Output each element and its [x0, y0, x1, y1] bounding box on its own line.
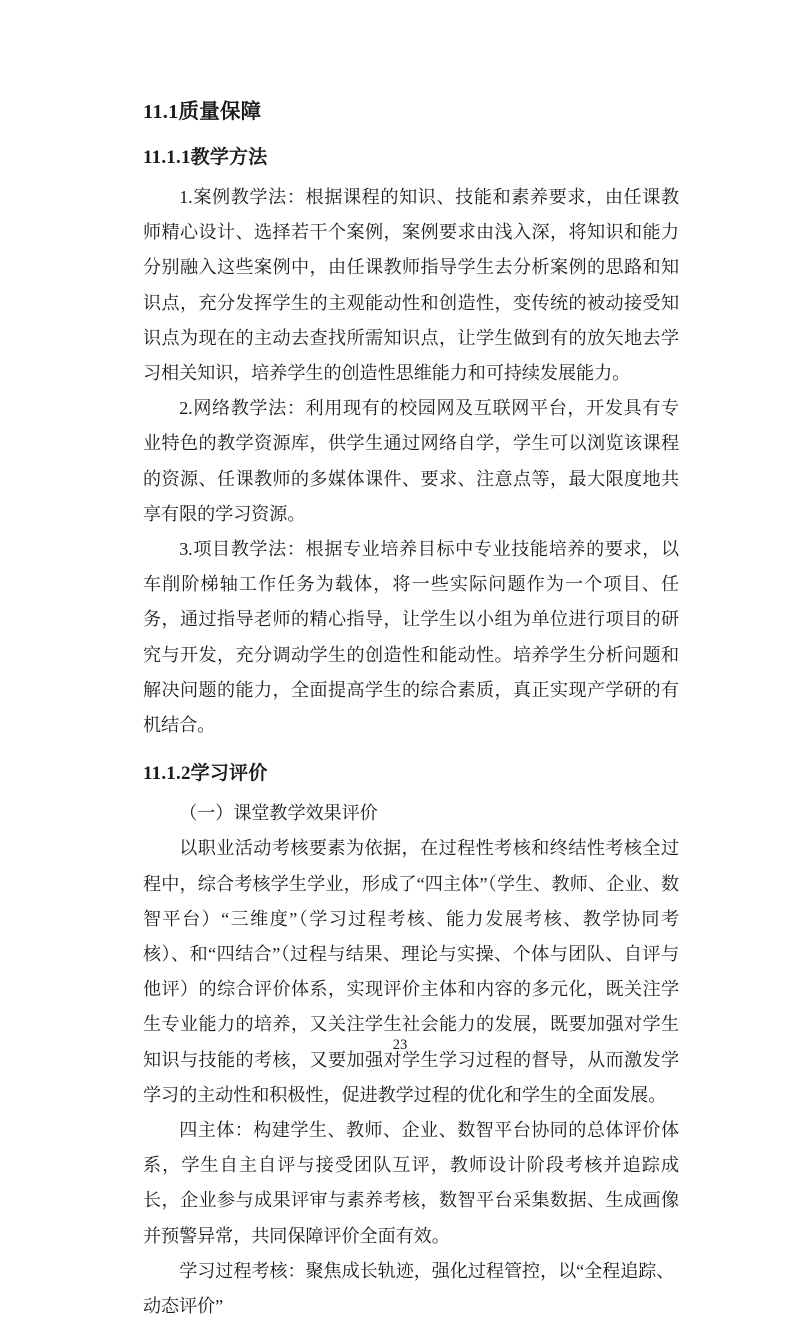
paragraph-network-teaching-method: 2.网络教学法：利用现有的校园网及互联网平台，开发具有专业特色的教学资源库，供学生通过网络自学，学生可以浏览该课程的资源、任课教师的多媒体课件、要求、注意点等，最大限度地共享有限的学习资源。 — [143, 398, 679, 524]
heading-subsection-teaching-methods: 11.1.1教学方法 — [143, 147, 268, 168]
paragraph-learning-process-assessment: 学习过程考核：聚焦成长轨迹，强化过程管控，以“全程追踪、动态评价” — [143, 1260, 675, 1317]
heading-subsection-learning-evaluation: 11.1.2学习评价 — [143, 763, 268, 785]
page-number-footer: 23 — [392, 1037, 408, 1053]
page-content-area — [143, 95, 679, 1324]
heading-section-quality-assurance: 11.1质量保障 — [143, 101, 262, 123]
paragraph-project-teaching-method: 3.项目教学法：根据专业培养目标中专业技能培养的要求，以车削阶梯轴工作任务为载体，将一些实际问题作为一个项目、任务，通过指导老师的精心指导，让学生以小组为单位进行项目的研究与开发，充分调动学生的创造性和能动性。培养学生分析问题和解决问题的能力，全面提高学生的综合素质，真正实现产学研的有机结合。 — [143, 539, 679, 736]
paragraph-four-subjects: 四主体：构建学生、教师、企业、数智平台协同的总体评价体系，学生自主自评与接受团队互评，教师设计阶段考核并追踪成长，企业参与成果评审与素养考核，数智平台采集数据、生成画像并预警异常，共同保障评价全面有效。 — [143, 1120, 679, 1246]
paragraph-case-teaching-method: 1.案例教学法：根据课程的知识、技能和素养要求，由任课教师精心设计、选择若干个案例，案例要求由浅入深，将知识和能力分别融入这些案例中，由任课教师指导学生去分析案例的思路和知识点，充分发挥学生的主观能动性和创造性，变传统的被动接受知识点为现在的主动去查找所需知识点，让学生做到有的放矢地去学习相关知识，培养学生的创造性思维能力和可持续发展能力。 — [143, 187, 679, 384]
paragraph-evaluation-system-overview: 以职业活动考核要素为依据，在过程性考核和终结性考核全过程中，综合考核学生学业，形成了“四主体”（学生、教师、企业、数智平台）“三维度”（学习过程考核、能力发展考核、教学协同考核）、和“四结合”（过程与结果、理论与实操、个体与团队、自评与他评）的综合评价体系，实现评价主体和内容的多元化，既关注学生专业能力的培养，又关注学生社会能力的发展，既要加强对学生知识与技能的考核，又要加强对学生学习过程的督导，从而激发学学习的主动性和积极性，促进教学过程的优化和学生的全面发展。 — [143, 838, 679, 1105]
subheading-classroom-teaching-effect-evaluation: （一）课堂教学效果评价 — [179, 803, 378, 824]
